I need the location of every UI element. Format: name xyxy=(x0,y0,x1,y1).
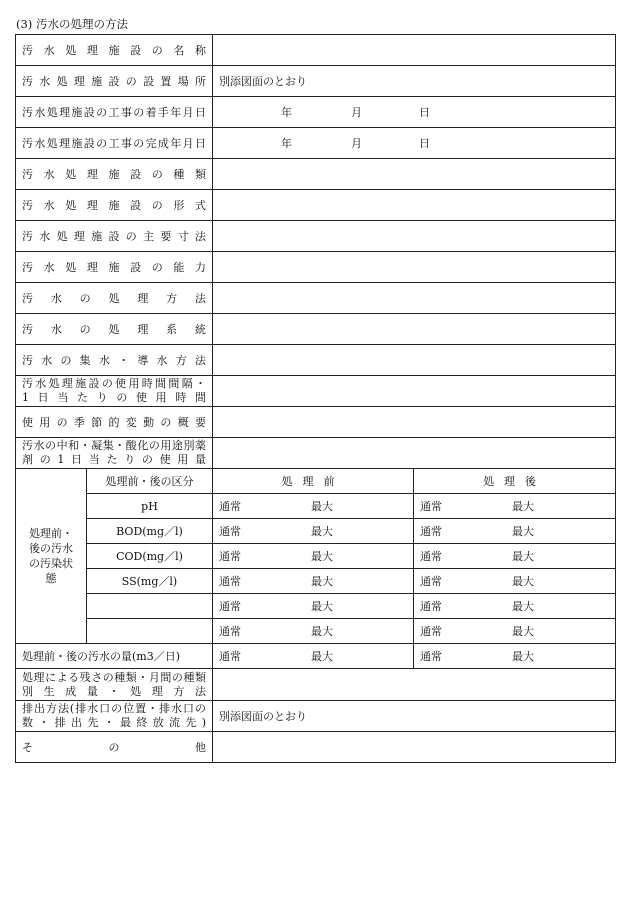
treatment-system-field[interactable] xyxy=(213,314,616,345)
field-label: 汚水処理施設の工事の着手年月日 xyxy=(16,97,213,128)
field-label: 汚水処理施設の形式 xyxy=(16,190,213,221)
after-values-field[interactable]: 通常 最大 xyxy=(414,594,616,619)
field-label: 使用の季節的変動の概要 xyxy=(16,407,213,438)
after-values-field[interactable]: 通常 最大 xyxy=(414,494,616,519)
pollution-group-label: 処理前・ 後の汚水 の汚染状 態 xyxy=(16,469,87,644)
pollutant-item-field[interactable] xyxy=(87,594,213,619)
volume-before-field[interactable]: 通常 最大 xyxy=(213,644,414,669)
before-values-field[interactable]: 通常 最大 xyxy=(213,494,414,519)
form-row-treatment-system xyxy=(16,314,616,345)
form-row-residue xyxy=(16,669,616,701)
pollutant-item-field[interactable] xyxy=(87,619,213,644)
pollution-row-ss xyxy=(16,569,616,594)
after-values-field[interactable]: 通常 最大 xyxy=(414,519,616,544)
field-label: 汚水処理施設の名称 xyxy=(16,35,213,66)
form-row-start-date xyxy=(16,97,616,128)
year-unit: 年 xyxy=(281,137,292,150)
pollution-row-cod xyxy=(16,544,616,569)
field-label: 汚水の集水・導水方法 xyxy=(16,345,213,376)
form-row-format xyxy=(16,190,616,221)
form-row-type xyxy=(16,159,616,190)
before-values-field[interactable]: 通常 最大 xyxy=(213,569,414,594)
field-label: 汚水の処理方法 xyxy=(16,283,213,314)
month-unit: 月 xyxy=(351,106,362,119)
pollutant-item-label: SS(mg／l) xyxy=(87,569,213,594)
pollutant-item-label: pH xyxy=(87,494,213,519)
collection-method-field[interactable] xyxy=(213,345,616,376)
treatment-method-field[interactable] xyxy=(213,283,616,314)
column-header-category: 処理前・後の区分 xyxy=(87,469,213,494)
field-label: 排出方法(排水口の位置・排水口の 数・排出先・最終放流先) xyxy=(16,701,213,732)
form-row-discharge-method xyxy=(16,701,616,732)
field-label: 汚水処理施設の使用時間間隔・ 1日当たりの使用時間 xyxy=(16,376,213,407)
pollution-header-row xyxy=(16,469,616,494)
form-row-collection-method xyxy=(16,345,616,376)
residue-field[interactable] xyxy=(213,669,616,701)
volume-after-field[interactable]: 通常 最大 xyxy=(414,644,616,669)
field-label: 処理による残さの種類・月間の種類 別生成量・処理方法 xyxy=(16,669,213,701)
field-label: 汚水の処理系統 xyxy=(16,314,213,345)
pollution-row-blank xyxy=(16,619,616,644)
other-field[interactable] xyxy=(213,732,616,763)
before-values-field[interactable]: 通常 最大 xyxy=(213,544,414,569)
form-row-capacity xyxy=(16,252,616,283)
form-row-treatment-method xyxy=(16,283,616,314)
after-values-field[interactable]: 通常 最大 xyxy=(414,569,616,594)
field-label: 汚水処理施設の設置場所 xyxy=(16,66,213,97)
pollution-row-blank xyxy=(16,594,616,619)
completion-date-field[interactable] xyxy=(213,128,616,159)
wastewater-treatment-form xyxy=(15,34,616,763)
type-field[interactable] xyxy=(213,159,616,190)
dimensions-field[interactable] xyxy=(213,221,616,252)
month-unit: 月 xyxy=(351,137,362,150)
before-values-field[interactable]: 通常 最大 xyxy=(213,619,414,644)
field-label: 汚水処理施設の工事の完成年月日 xyxy=(16,128,213,159)
year-unit: 年 xyxy=(281,106,292,119)
field-label: その他 xyxy=(16,732,213,763)
field-label: 汚水の中和・凝集・酸化の用途別薬 剤の1日当たりの使用量 xyxy=(16,438,213,469)
after-values-field[interactable]: 通常 最大 xyxy=(414,544,616,569)
section-heading: (3) 汚水の処理の方法 xyxy=(16,17,128,31)
day-unit: 日 xyxy=(419,106,430,119)
capacity-field[interactable] xyxy=(213,252,616,283)
field-label: 汚水処理施設の能力 xyxy=(16,252,213,283)
form-row-dimensions xyxy=(16,221,616,252)
column-header-before: 処理前 xyxy=(213,469,414,494)
usage-hours-field[interactable] xyxy=(213,376,616,407)
after-values-field[interactable]: 通常 最大 xyxy=(414,619,616,644)
column-header-after: 処理後 xyxy=(414,469,616,494)
form-row-chemical-usage xyxy=(16,438,616,469)
day-unit: 日 xyxy=(419,137,430,150)
pollutant-item-label: COD(mg／l) xyxy=(87,544,213,569)
form-row-completion-date xyxy=(16,128,616,159)
location-field[interactable]: 別添図面のとおり xyxy=(213,66,616,97)
pollutant-item-label: BOD(mg／l) xyxy=(87,519,213,544)
form-row-seasonal-variation xyxy=(16,407,616,438)
pollution-row-bod xyxy=(16,519,616,544)
start-date-field[interactable] xyxy=(213,97,616,128)
chemical-usage-field[interactable] xyxy=(213,438,616,469)
field-label: 汚水処理施設の主要寸法 xyxy=(16,221,213,252)
discharge-method-field[interactable]: 別添図面のとおり xyxy=(213,701,616,732)
seasonal-variation-field[interactable] xyxy=(213,407,616,438)
form-row-wastewater-volume xyxy=(16,644,616,669)
format-field[interactable] xyxy=(213,190,616,221)
facility-name-field[interactable] xyxy=(213,35,616,66)
form-row-other xyxy=(16,732,616,763)
pollution-row-ph xyxy=(16,494,616,519)
field-label: 汚水処理施設の種類 xyxy=(16,159,213,190)
form-row-location xyxy=(16,66,616,97)
form-row-usage-hours xyxy=(16,376,616,407)
field-label: 処理前・後の汚水の量(m3／日) xyxy=(16,644,213,669)
form-row-facility-name xyxy=(16,35,616,66)
before-values-field[interactable]: 通常 最大 xyxy=(213,519,414,544)
before-values-field[interactable]: 通常 最大 xyxy=(213,594,414,619)
